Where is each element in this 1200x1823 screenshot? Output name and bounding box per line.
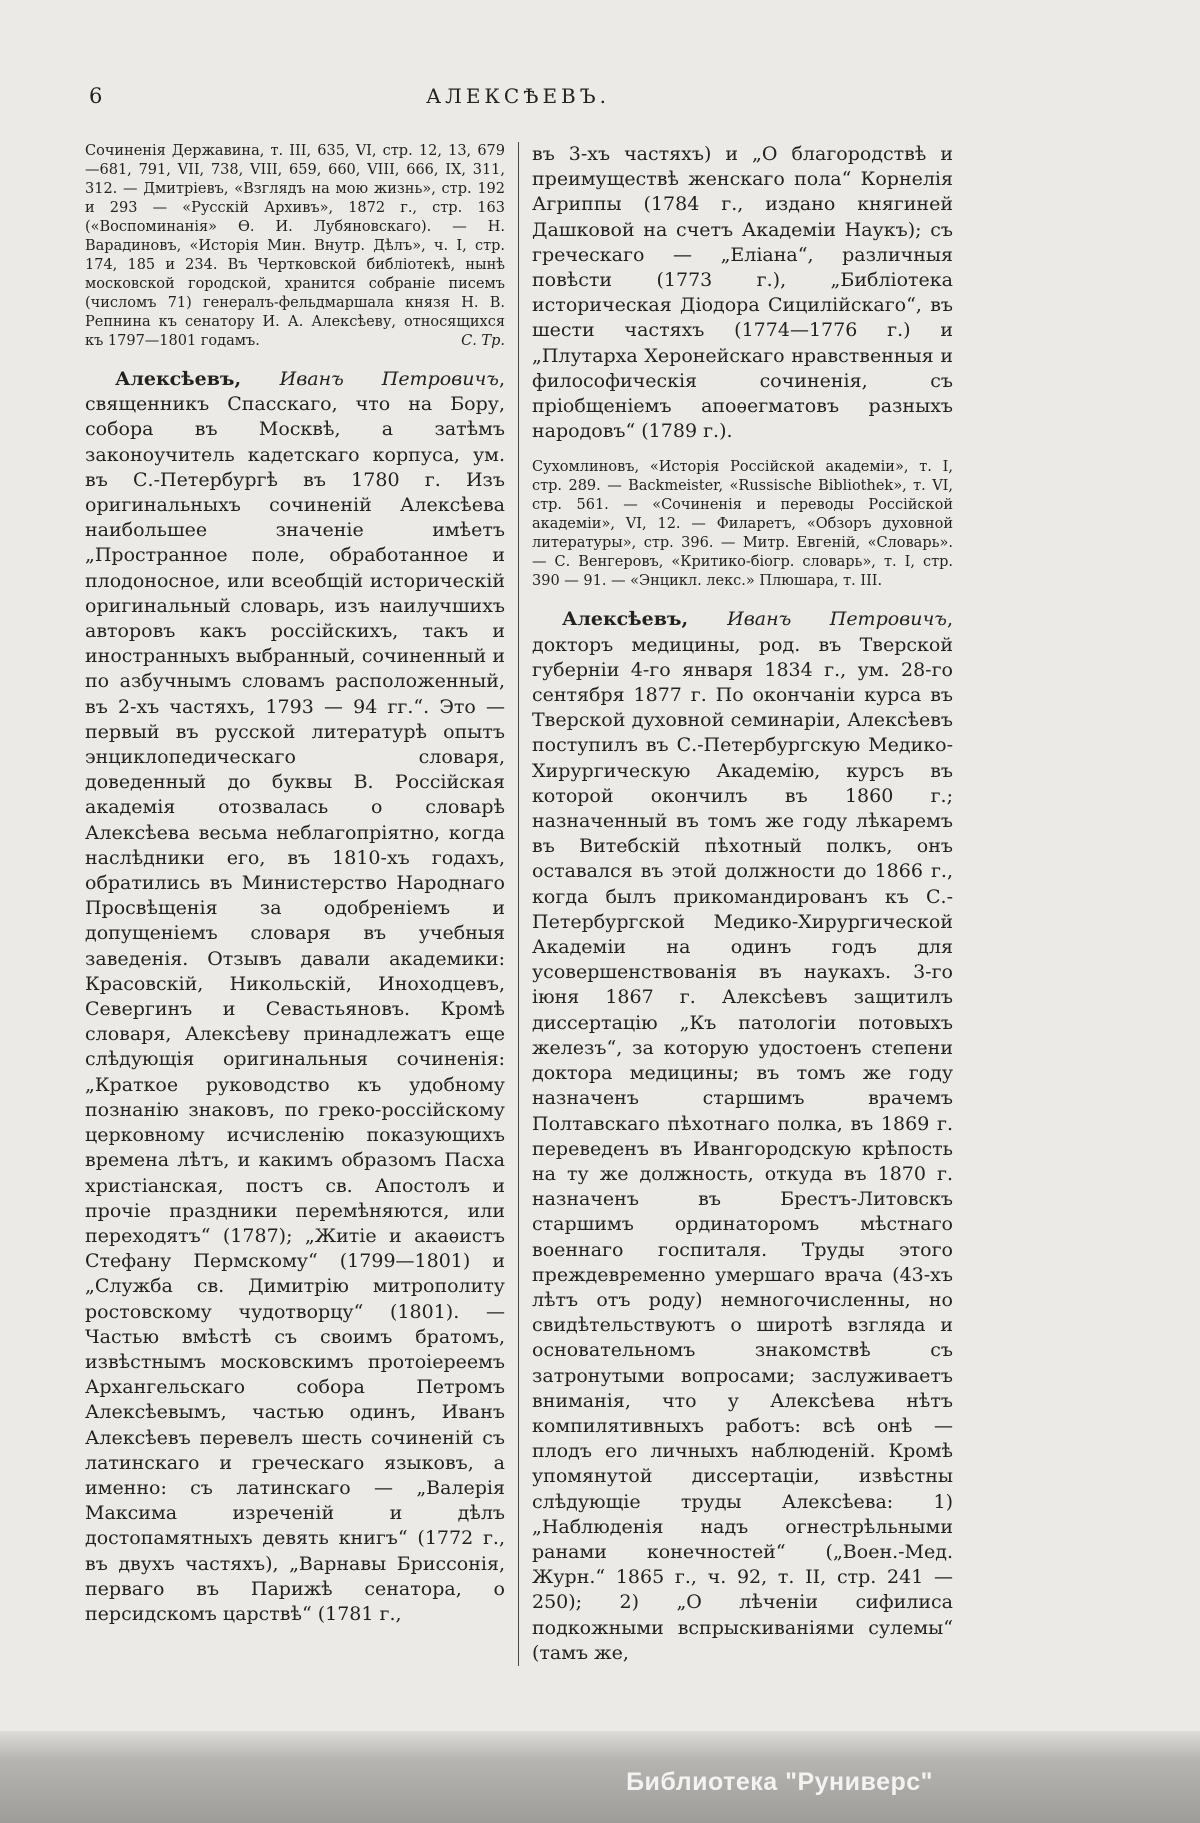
entry-1-person-name: Иванъ Петровичъ — [279, 368, 499, 390]
page-number: 6 — [89, 84, 103, 108]
entry-1-headword: Алексѣевъ, — [115, 368, 280, 390]
bibliography-paragraph-2: Сухомлиновъ, «Исторія Россійской академіи», т. I, стр. 289. — Backmeister, «Russische Bibliothek», т. VI, стр. 561. — «Сочиненія и переводы Россійской академіи», VI, 12. — Филаретъ, «Обзоръ духовной литературы», стр. 396. — Митр. Евгеній, «Словарь». — С. Венгеровъ, «Критико-біогр. словарь», т. I, стр. 390 — 91. — «Энцикл. лекс.» Плюшара, т. III. — [532, 459, 953, 590]
column-left — [85, 142, 519, 1666]
column-right — [519, 142, 953, 1666]
page-header — [85, 84, 951, 108]
text-columns — [85, 142, 953, 1666]
entry-1-continuation: въ 3-хъ частяхъ) и „О благородствѣ и преимуществѣ женскаго пола“ Корнелія Агриппы (1784 г., издано княгиней Дашковой на счетъ Академіи Наукъ); съ греческаго — „Еліана“, различныя повѣсти (1773 г.), „Библіотека историческая Діодора Сицилійскаго“, въ шести частяхъ (1774—1776 г.) и „Плутарха Херонейскаго нравственныя и философическія сочиненія, съ пріобщеніемъ апоѳегматовъ разныхъ народовъ“ (1789 г.). — [532, 143, 953, 443]
entry-paragraph-doctor — [532, 607, 953, 1666]
entry-1-body: , священникъ Спасскаго, что на Бору, собора въ Москвѣ, а затѣмъ законоучитель кадетскаго корпуса, ум. въ С.-Петербургѣ въ 1780 г. Изъ оригинальныхъ сочиненій Алексѣева наибольшее значеніе имѣетъ „Пространное поле, обработанное и плодоносное, или всеобщій историческій оригинальный словарь, изъ наилучшихъ авторовъ какъ россійскихъ, такъ и иностранныхъ выбранный, сочиненный и по азбучнымъ словамъ расположенный, въ 2-хъ частяхъ, 1793 — 94 гг.“. Это — первый въ русской литературѣ опытъ энциклопедическаго словаря, доведенный до буквы В. Россійская академія отозвалась о словарѣ Алексѣева весьма неблагопріятно, когда наслѣдники его, въ 1810-хъ годахъ, обратились въ Министерство Народнаго Просвѣщенія за одобреніемъ и допущеніемъ словаря въ учебныя заведенія. Отзывъ давали академики: Красовскій, Никольскій, Иноходцевъ, Севергинъ и Севастьяновъ. Кромѣ словаря, Алексѣеву принадлежатъ еще слѣдующія оригинальныя сочиненія: „Краткое руководство къ удобному познанію знаковъ, по греко-россійскому церковному исчисленію показующихъ времена лѣтъ, и какимъ образомъ Пасха христіанская, постъ св. Апостолъ и прочіе праздники перемѣняются, или переходятъ“ (1787); „Житіе и акаѳистъ Стефану Пермскому“ (1799—1801) и „Служба св. Димитрію митрополиту ростовскому чудотворцу“ (1801). — Частью вмѣстѣ съ своимъ братомъ, извѣстнымъ московскимъ протоіереемъ Архангельскаго собора Петромъ Алексѣевымъ, частью одинъ, Иванъ Алексѣевъ перевелъ шесть сочиненій съ латинскаго и греческаго языковъ, а именно: съ латинскаго — „Валерія Максима изреченій и дѣлъ достопамятныхъ девять книгъ“ (1772 г., въ двухъ частяхъ), „Варнавы Бриссонія, перваго въ Парижѣ сенатора, о персидскомъ царствѣ“ (1781 г., — [85, 368, 506, 1625]
runivers-watermark: Библиотека "Руниверс" — [626, 1768, 933, 1796]
entry-2-body: , докторъ медицины, род. въ Тверской губерніи 4-го января 1834 г., ум. 28-го сентября 1877 г. По окончаніи курса въ Тверской духовной семинаріи, Алексѣевъ поступилъ въ С.-Петербургскую Медико-Хирургическую Академію, курсъ въ которой окончилъ въ 1860 г.; назначенный въ томъ же году лѣкаремъ въ Витебскій пѣхотный полкъ, онъ оставался въ этой должности до 1866 г., когда былъ прикомандированъ къ С.-Петербургской Медико-Хирургической Академіи на одинъ годъ для усовершенствованія въ наукахъ. 3-го іюня 1867 г. Алексѣевъ защитилъ диссертацію „Къ патологіи потовыхъ железъ“, за которую удостоенъ степени доктора медицины; въ томъ же году назначенъ старшимъ врачемъ Полтавскаго пѣхотнаго полка, въ 1869 г. переведенъ въ Ивангородскую крѣпость на ту же должность, откуда въ 1870 г. назначенъ въ Брестъ-Литовскъ старшимъ ординаторомъ мѣстнаго военнаго госпиталя. Труды этого преждевременно умершаго врача (43-хъ лѣтъ отъ роду) немногочисленны, но свидѣтельствуютъ о широтѣ взгляда и основательномъ знакомствѣ съ затронутыми вопросами; заслуживаетъ вниманія, что у Алексѣева нѣтъ компилятивныхъ работъ: всѣ онѣ — плодъ его личныхъ наблюденій. Кромѣ упомянутой диссертаціи, извѣстны слѣдующіе труды Алексѣева: 1) „Наблюденія надъ огнестрѣльными ранами конечностей“ („Воен.-Мед. Журн.“ 1865 г., ч. 92, т. II, стр. 241 — 250); 2) „О лѣченіи сифилиса подкожными вспрыскиваніями сулемы“ (тамъ же, — [532, 608, 953, 1664]
entry-paragraph-priest — [85, 367, 505, 1627]
scan-footer-band — [0, 1731, 1200, 1823]
bibliography-paragraph-1 — [85, 142, 505, 351]
bibliography-text-1: Сочиненія Державина, т. III, 635, VI, стр. 12, 13, 679—681, 791, VII, 738, VIII, 659, 660, VIII, 666, IX, 311, 312. — Дмитріевъ, «Взглядъ на мою жизнь», стр. 192 и 293 — «Русскій Архивъ», 1872 г., стр. 163 («Воспоминанія» Ѳ. И. Лубяновскаго). — Н. Варадиновъ, «Исторія Мин. Внутр. Дѣлъ», ч. I, стр. 174, 185 и 234. Въ Чертковской библіотекѣ, нынѣ московской городской, хранится собраніе писемъ (числомъ 71) генералъ-фельдмаршала князя Н. В. Репнина къ сенатору И. А. Алексѣеву, относящихся къ 1797—1801 годамъ. — [85, 143, 505, 349]
bibliography-signature: С. Тр. — [461, 333, 505, 349]
entry-2-person-name: Иванъ Петровичъ — [727, 608, 947, 631]
running-title: АЛЕКСѢЕВЪ. — [426, 84, 610, 108]
entry-2-headword: Алексѣевъ, — [562, 608, 728, 631]
